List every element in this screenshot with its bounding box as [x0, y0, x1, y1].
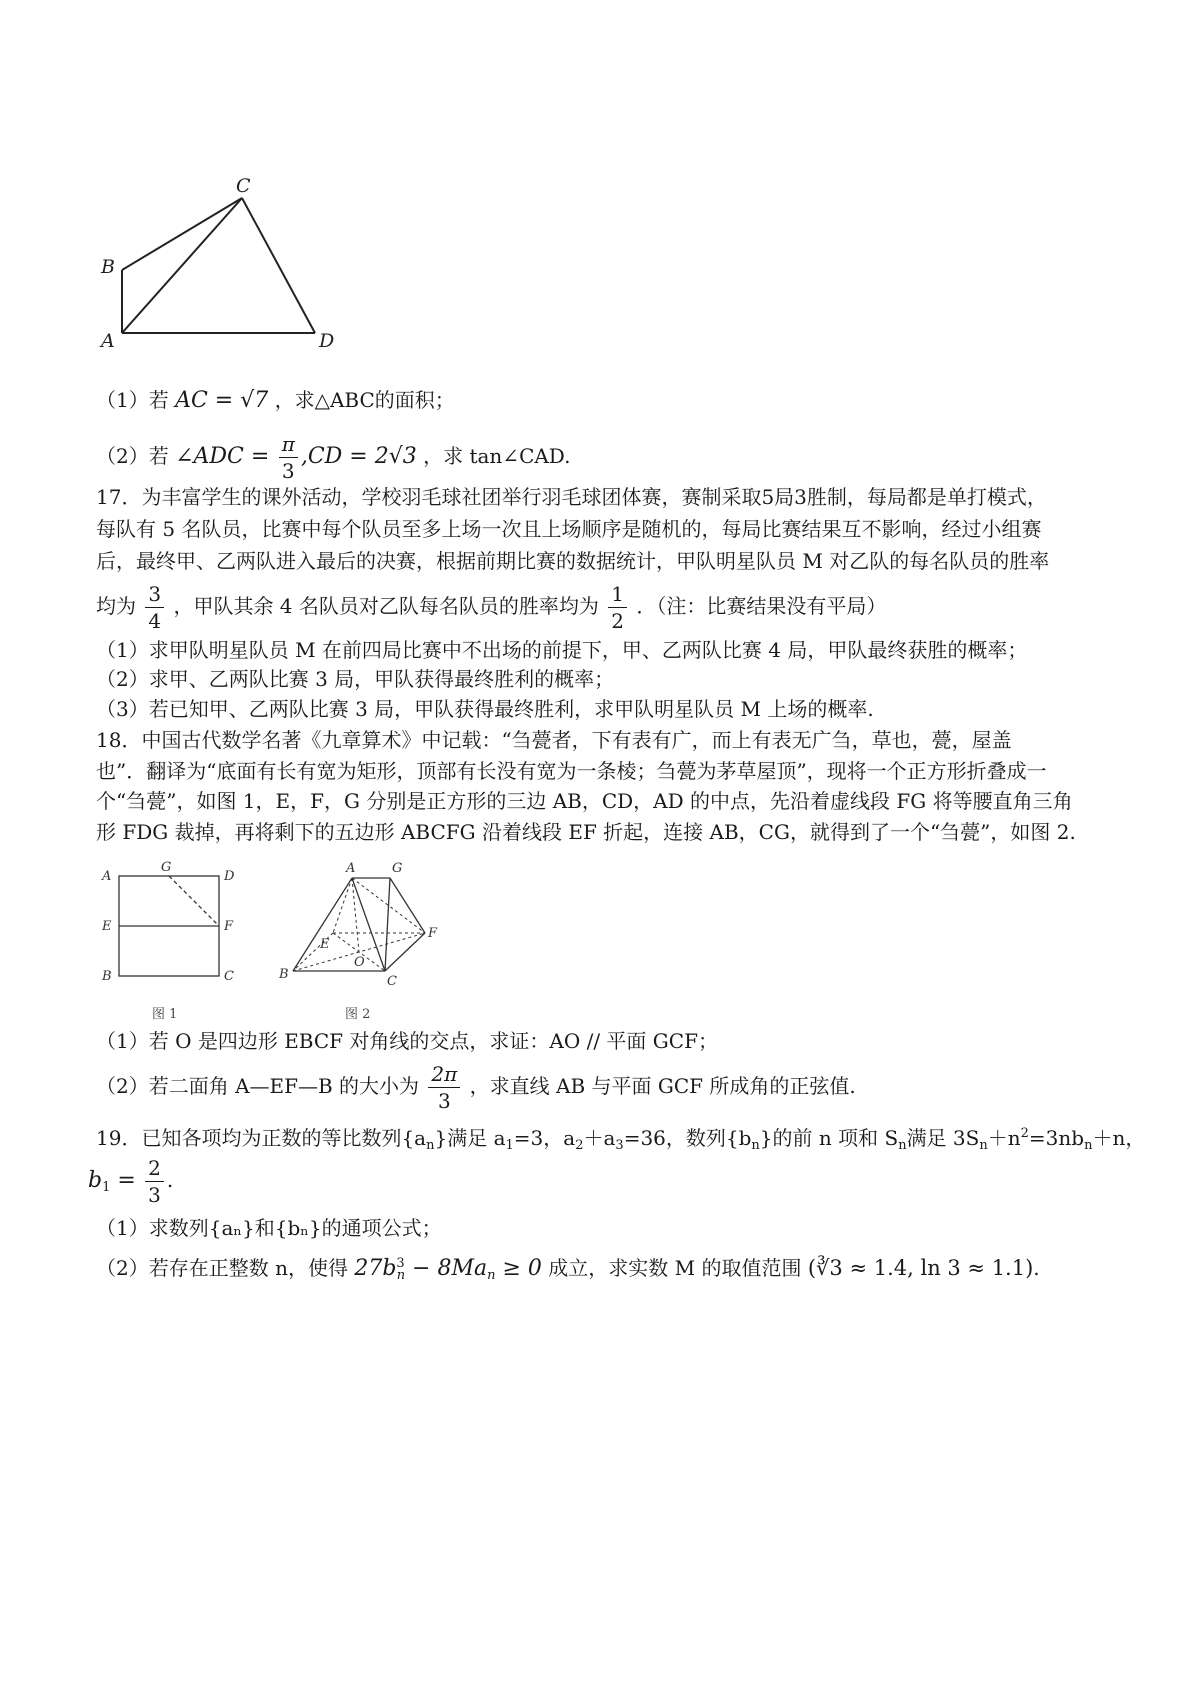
segment-bc [122, 198, 242, 270]
p18-line-3: 个“刍甍”，如图 1，E，F，G 分别是正方形的三边 AB，CD，AD 的中点，先沿着虚线段 FG 将等腰直角三角 [96, 789, 1073, 813]
fig2-label-b: B [279, 967, 289, 982]
p16-question-2 [96, 428, 571, 485]
q2-prefix: （2）若 [96, 444, 169, 468]
p17-question-2: （2）求甲、乙两队比赛 3 局，甲队获得最终胜利的概率； [96, 667, 615, 691]
frac-den: 4 [148, 609, 162, 633]
label-d: D [319, 330, 335, 352]
p18-line-1: 18．中国古代数学名著《九章算术》中记载：“刍甍者，下有表有广，而上有表无广刍，草也，甍，屋盖 [96, 728, 1012, 752]
fig1-label-g: G [161, 860, 172, 875]
fig1-label-a: A [102, 869, 112, 884]
p17-question-1: （1）求甲队明星队员 M 在前四局比赛中不出场的前提下，甲、乙两队比赛 4 局，甲队最终获胜的概率； [96, 638, 1028, 662]
fig2-label-c: C [387, 974, 397, 989]
figure-1-square [98, 858, 248, 1023]
fraction-2-3 [145, 1155, 164, 1208]
p19-line-1 [96, 1120, 1145, 1160]
sub-n: n [396, 1268, 406, 1283]
frac-den: 3 [281, 459, 295, 483]
sub-n: n [751, 1138, 760, 1153]
q2-mid: 成立，求实数 M 的取值范围 [548, 1256, 802, 1280]
l1-h: ＋n [987, 1126, 1021, 1150]
dashed-ae [333, 878, 352, 933]
line4-prefix: 均为 [96, 594, 136, 618]
sub-1: 1 [505, 1138, 514, 1153]
math-27b: 27b [354, 1256, 397, 1281]
fig1-label-d: D [224, 869, 235, 884]
q1-suffix: ，求△ABC的面积； [274, 388, 455, 412]
l1-g: 满足 3S [906, 1126, 980, 1150]
p19-b1-line [88, 1152, 173, 1216]
fraction-pi-over-3 [279, 431, 298, 484]
fraction-2pi-over-3 [428, 1061, 460, 1114]
fig1-label-b: B [102, 969, 112, 984]
fig2-label-g: G [392, 861, 403, 876]
sub-n: n [979, 1138, 988, 1153]
sup-3: 3 [396, 1256, 405, 1271]
line4-suffix: ．（注：比赛结果没有平局） [636, 594, 887, 618]
edge-gc [385, 878, 390, 971]
fig2-label-o: O [354, 955, 365, 970]
p18-question-2 [96, 1058, 856, 1114]
l1-f: }的前 n 项和 S [759, 1126, 899, 1150]
sub-n: n [487, 1268, 496, 1283]
b1-eq: = [110, 1168, 136, 1193]
frac-den: 3 [148, 1183, 161, 1207]
inequality [354, 1256, 542, 1281]
frac-num: 2π [428, 1061, 460, 1088]
fig2-label-a: A [346, 861, 356, 876]
fig2-caption: 图 2 [345, 1007, 371, 1022]
fraction-3-4 [145, 581, 164, 634]
line4-mid: ，甲队其余 4 名队员对乙队每名队员的胜率均为 [173, 594, 599, 618]
frac-num: 2 [145, 1155, 164, 1182]
sub-n: n [898, 1138, 907, 1153]
p19-question-2 [96, 1247, 1040, 1293]
figure-2-solid [275, 858, 460, 1023]
fig1-caption: 图 1 [152, 1007, 178, 1022]
l1-b: }满足 a [434, 1126, 506, 1150]
segment-ac [122, 198, 242, 333]
b1-letter: b [88, 1168, 103, 1193]
l1-e: =36，数列{b [623, 1126, 752, 1150]
l1-d: ＋a [583, 1126, 616, 1150]
fig1-label-c: C [224, 969, 234, 984]
edge-ab [293, 878, 352, 971]
fig1-label-e: E [102, 919, 112, 934]
label-a: A [101, 330, 115, 352]
frac-den: 2 [611, 609, 624, 633]
l1-a: 19．已知各项均为正数的等比数列{a [96, 1126, 427, 1150]
sub-n: n [1084, 1138, 1093, 1153]
q2-math-cd: ,CD = 2√3 [300, 444, 417, 469]
l1-j: ＋n， [1092, 1126, 1146, 1150]
fraction-1-2 [608, 581, 627, 634]
p17-line-1: 17．为丰富学生的课外活动，学校羽毛球社团举行羽毛球团体赛，赛制采取5局3胜制，每局都是单打模式， [96, 485, 1047, 509]
frac-num: 3 [145, 581, 164, 608]
sub-3: 3 [615, 1138, 624, 1153]
q1-math: AC = √7 [175, 388, 269, 413]
sub-2: 2 [575, 1138, 584, 1153]
figure-quadrilateral-abcd [95, 170, 355, 355]
p18-line-2: 也”．翻译为“底面有长有宽为矩形，顶部有长没有宽为一条棱；刍甍为茅草屋顶”，现将一个正方形折叠成一 [96, 759, 1047, 783]
q2-suffix: ，求 tan∠CAD. [423, 444, 571, 468]
segment-cd [242, 198, 315, 333]
fig2-label-f: F [428, 926, 438, 941]
l1-c: =3，a [513, 1126, 576, 1150]
sup-2: 2 [1020, 1126, 1029, 1141]
label-c: C [236, 175, 251, 197]
p17-line-2: 每队有 5 名队员，比赛中每个队员至多上场一次且上场顺序是随机的，每局比赛结果互不影响，经过小组赛 [96, 517, 1042, 541]
q2-prefix: （2）若存在正整数 n，使得 [96, 1256, 348, 1280]
edge-gf [390, 878, 425, 933]
label-b: B [101, 256, 115, 278]
sub-1: 1 [102, 1180, 111, 1195]
q2-suffix: ，求直线 AB 与平面 GCF 所成角的正弦值. [469, 1074, 856, 1098]
sub-n: n [426, 1138, 435, 1153]
segment-gf-dashed [169, 876, 219, 926]
frac-num: 1 [608, 581, 627, 608]
b1-end: . [166, 1168, 174, 1192]
q2-paren: (∛3 ≈ 1.4, ln 3 ≈ 1.1) [807, 1256, 1034, 1280]
fig1-label-f: F [224, 919, 234, 934]
l1-i: =3nb [1028, 1126, 1085, 1150]
q2-math-angle: ∠ADC = [175, 444, 270, 469]
p17-question-3: （3）若已知甲、乙两队比赛 3 局，甲队获得最终胜利，求甲队明星队员 M 上场的概率. [96, 697, 874, 721]
frac-den: 3 [437, 1089, 451, 1113]
p17-line-3: 后，最终甲、乙两队进入最后的决赛，根据前期比赛的数据统计，甲队明星队员 M 对乙队的每名队员的胜率 [96, 549, 1050, 573]
p19-question-1: （1）求数列{aₙ}和{bₙ}的通项公式； [96, 1216, 442, 1240]
frac-num: π [279, 431, 298, 458]
q2-prefix: （2）若二面角 A—EF—B 的大小为 [96, 1074, 420, 1098]
math-ge0: ≥ 0 [495, 1256, 542, 1281]
p18-line-4: 形 FDG 裁掉，再将剩下的五边形 ABCFG 沿着线段 EF 折起，连接 AB，CG，就得到了一个“刍甍”，如图 2. [96, 820, 1076, 844]
p17-line-4 [96, 578, 886, 634]
math-8ma: − 8Ma [405, 1256, 488, 1281]
p18-question-1: （1）若 O 是四边形 EBCF 对角线的交点，求证：AO // 平面 GCF； [96, 1029, 718, 1053]
q2-end: . [1033, 1256, 1040, 1280]
fig2-label-e: E [320, 937, 330, 952]
p16-question-1 [96, 386, 455, 415]
q1-prefix: （1）若 [96, 388, 169, 412]
